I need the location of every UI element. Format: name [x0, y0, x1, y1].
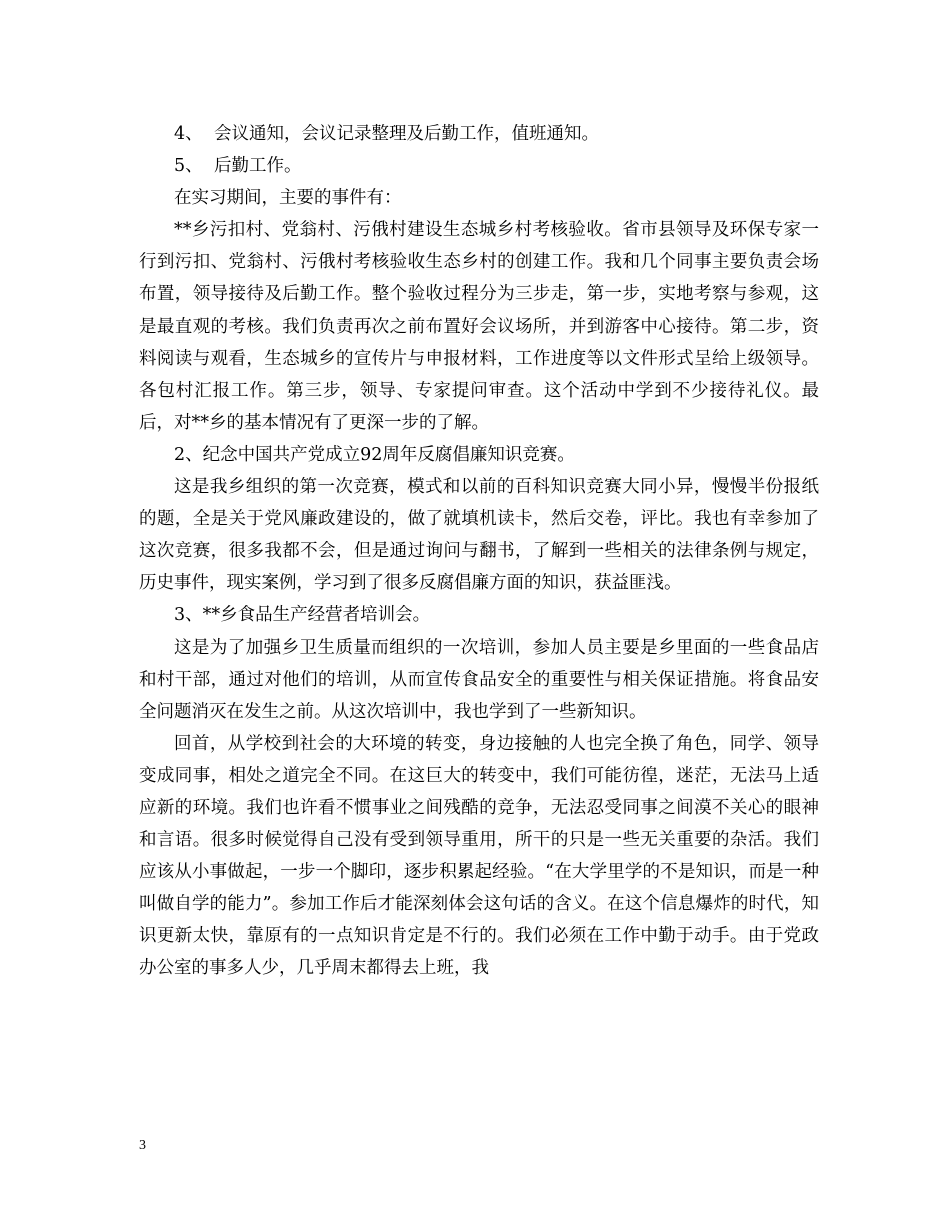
section-heading: 2、纪念中国共产党成立92周年反腐倡廉知识竞赛。	[174, 444, 575, 465]
paragraph: 这是为了加强乡卫生质量而组织的一次培训，参加人员主要是乡里面的一些食品店和村干部，通过对他们的培训，从而宣传食品安全的重要性与相关保证措施。将食品安全问题消灭在发生之前。从这次培训中，我也学到了一些新知识。	[139, 637, 819, 722]
paragraph: 在实习期间，主要的事件有：	[174, 188, 402, 209]
list-item	[139, 150, 819, 182]
paragraph: 这是我乡组织的第一次竞赛，模式和以前的百科知识竞赛大同小异，慢慢半份报纸的题，全是关于党风廉政建设的，做了就填机读卡，然后交卷，评比。我也有幸参加了这次竞赛，很多我都不会，但是通过询问与翻书，了解到一些相关的法律条例与规定，历史事件，现实案例，学习到了很多反腐倡廉方面的知识，获益匪浅。	[139, 477, 819, 594]
paragraph: 回首，从学校到社会的大环境的转变，身边接触的人也完全换了角色，同学、领导变成同事，相处之道完全不同。在这巨大的转变中，我们可能彷徨，迷茫，无法马上适应新的环境。我们也许看不惯事业之间残酷的竞争，无法忍受同事之间漠不关心的眼神和言语。很多时候觉得自己没有受到领导重用，所干的只是一些无关重要的杂活。我们应该从小事做起，一步一个脚印，逐步积累起经验。“在大学里学的不是知识，而是一种叫做自学的能力”。参加工作后才能深刻体会这句话的含义。在这个信息爆炸的时代，知识更新太快，靠原有的一点知识肯定是不行的。我们必须在工作中勤于动手。由于党政办公室的事多人少，几乎周末都得去上班，我	[139, 733, 819, 979]
list-item	[139, 118, 819, 150]
list-item-text: 后勤工作。	[214, 156, 302, 177]
document-body	[139, 118, 819, 985]
list-item-text: 会议通知，会议记录整理及后勤工作，值班通知。	[214, 124, 599, 144]
paragraph: **乡污扣村、党翁村、污俄村建设生态城乡村考核验收。省市县领导及环保专家一行到污扣、党翁村、污俄村考核验收生态乡村的创建工作。我和几个同事主要负责会场布置，领导接待及后勤工作。整个验收过程分为三步走，第一步，实地考察与参观，这是最直观的考核。我们负责再次之前布置好会议场所，并到游客中心接待。第二步，资料阅读与观看，生态城乡的宣传片与申报材料，工作进度等以文件形式呈给上级领导。各包村汇报工作。第三步，领导、专家提问审查。这个活动中学到不少接待礼仪。最后，对**乡的基本情况有了更深一步的了解。	[139, 220, 819, 433]
page-number: 3	[139, 1138, 146, 1153]
list-item-number: 5、	[174, 156, 203, 177]
section-heading: 3、**乡食品生产经营者培训会。	[174, 605, 431, 626]
list-item-number: 4、	[174, 124, 203, 144]
